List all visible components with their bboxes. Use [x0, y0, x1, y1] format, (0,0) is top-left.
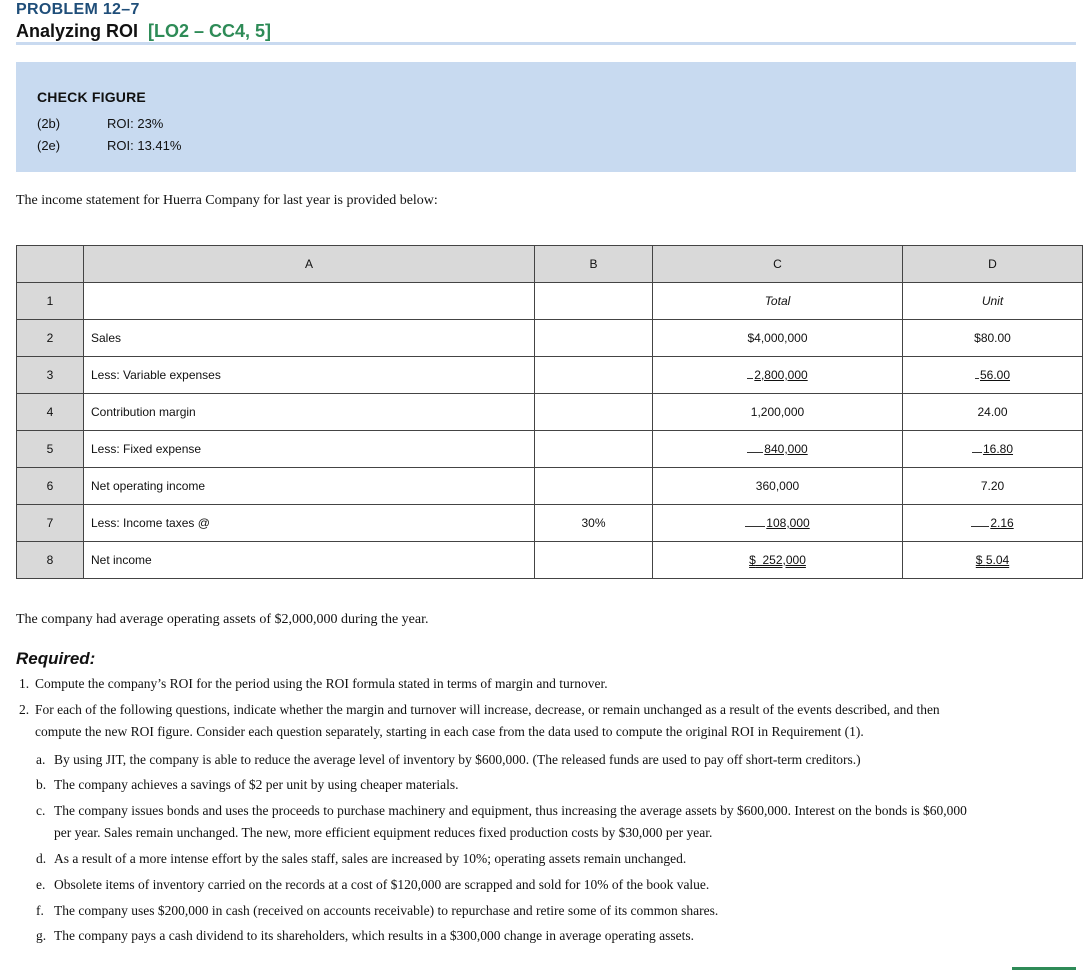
- table-row: [17, 320, 1083, 357]
- row-label: Less: Income taxes @: [84, 505, 535, 542]
- rate-cell: [535, 283, 653, 320]
- requirement-text-line2: compute the new ROI figure. Consider each question separately, starting in each case from the data used to compute the original ROI in Requirement (1).: [35, 724, 864, 739]
- row-label: Net operating income: [84, 468, 535, 505]
- check-figure-label: (2b): [37, 116, 61, 131]
- unit-value-text: 16.80: [982, 442, 1014, 456]
- page-header: [16, 0, 1076, 42]
- column-header-row: [17, 246, 1083, 283]
- requirement-text: Compute the company’s ROI for the period using the ROI formula stated in terms of margin and turnover.: [35, 676, 608, 691]
- row-label: Contribution margin: [84, 394, 535, 431]
- subitem-c: [36, 800, 967, 840]
- row-number: 8: [17, 542, 84, 579]
- title-text: Analyzing ROI: [16, 21, 139, 41]
- check-figure-value: ROI: 23%: [107, 116, 164, 131]
- total-value: [653, 431, 903, 468]
- check-figure-box: [16, 62, 1076, 172]
- subitem-text: The company achieves a savings of $2 per unit by using cheaper materials.: [54, 777, 459, 792]
- check-figure-row: [37, 116, 163, 131]
- total-value-text: 108,000: [766, 516, 810, 530]
- table-row: [17, 431, 1083, 468]
- check-figure-row: [37, 138, 181, 153]
- subitem-b: [36, 774, 459, 796]
- total-value: $4,000,000: [653, 320, 903, 357]
- subitem-text-line1: The company issues bonds and uses the proceeds to purchase machinery and equipment, thus increasing the average assets by $600,000. Interest on the bonds is $60,000: [54, 803, 967, 818]
- row-number: 3: [17, 357, 84, 394]
- row-number: 4: [17, 394, 84, 431]
- total-header: Total: [653, 283, 903, 320]
- subitem-letter: a.: [36, 752, 46, 767]
- subitem-letter: d.: [36, 851, 47, 866]
- requirement-number: 2.: [19, 702, 30, 717]
- row-label: Less: Fixed expense: [84, 431, 535, 468]
- title-divider: [16, 42, 1076, 45]
- corner-cell: [17, 246, 84, 283]
- row-number: 5: [17, 431, 84, 468]
- subitem-text: The company uses $200,000 in cash (received on accounts receivable) to repurchase and retire some of its common shares.: [54, 903, 719, 918]
- page-title: [16, 20, 1076, 42]
- unit-value: [903, 505, 1083, 542]
- total-value: [653, 357, 903, 394]
- table-row: [17, 394, 1083, 431]
- subitem-letter: e.: [36, 877, 46, 892]
- requirement-1: [19, 673, 608, 695]
- total-value-text: 252,000: [762, 553, 806, 567]
- unit-value: 24.00: [903, 394, 1083, 431]
- subitem-letter: c.: [36, 803, 46, 818]
- rate-cell: [535, 320, 653, 357]
- column-header-a: A: [84, 246, 535, 283]
- requirement-text-line1: For each of the following questions, indicate whether the margin and turnover will increase, decrease, or remain unchanged as a result of the events described, and then: [35, 702, 940, 717]
- total-value-text: 840,000: [764, 442, 808, 456]
- rate-cell: [535, 542, 653, 579]
- subitem-e: [36, 874, 710, 896]
- unit-value: [903, 357, 1083, 394]
- subitem-a: [36, 749, 861, 771]
- subitem-text: The company pays a cash dividend to its shareholders, which results in a $300,000 change in average operating assets.: [54, 928, 694, 943]
- subitem-f: [36, 900, 719, 922]
- requirement-number: 1.: [19, 676, 30, 691]
- intro-text: The income statement for Huerra Company for last year is provided below:: [16, 193, 438, 208]
- table-row: [17, 542, 1083, 579]
- table-row: [17, 468, 1083, 505]
- subitem-text: By using JIT, the company is able to reduce the average level of inventory by $600,000. (The released funds are used to pay off short-term creditors.): [54, 752, 861, 767]
- problem-label: PROBLEM 12–7: [16, 1, 140, 18]
- subitem-letter: g.: [36, 928, 47, 943]
- rate-cell: [535, 468, 653, 505]
- rate-cell: 30%: [535, 505, 653, 542]
- row-label: [84, 283, 535, 320]
- requirement-2: [19, 699, 1069, 739]
- column-header-b: B: [535, 246, 653, 283]
- check-figure-title: CHECK FIGURE: [37, 89, 146, 105]
- check-figure-label: (2e): [37, 138, 61, 153]
- unit-value: [903, 431, 1083, 468]
- subitem-letter: b.: [36, 777, 47, 792]
- row-label: Sales: [84, 320, 535, 357]
- column-header-d: D: [903, 246, 1083, 283]
- unit-value-text: 5.04: [985, 553, 1010, 567]
- subitem-text: As a result of a more intense effort by the sales staff, sales are increased by 10%; operating assets remain unchanged.: [54, 851, 687, 866]
- table-row: [17, 505, 1083, 542]
- learning-objective-code: [LO2 – CC4, 5]: [148, 21, 272, 41]
- currency-symbol: $: [975, 553, 983, 567]
- unit-value-text: 2.16: [990, 516, 1014, 530]
- rate-cell: [535, 357, 653, 394]
- unit-value: [903, 542, 1083, 579]
- column-header-c: C: [653, 246, 903, 283]
- subitem-text-line2: per year. Sales remain unchanged. The new, more efficient equipment reduces fixed production costs by $30,000 per year.: [54, 825, 713, 840]
- unit-value-text: 56.00: [979, 368, 1011, 382]
- row-number: 7: [17, 505, 84, 542]
- total-value: 1,200,000: [653, 394, 903, 431]
- assets-text: The company had average operating assets of $2,000,000 during the year.: [16, 612, 429, 627]
- unit-value: 7.20: [903, 468, 1083, 505]
- subitem-g: [36, 925, 694, 947]
- total-value-text: 2,800,000: [754, 368, 808, 382]
- row-number: 2: [17, 320, 84, 357]
- row-number: 6: [17, 468, 84, 505]
- rate-cell: [535, 394, 653, 431]
- currency-symbol: $: [749, 553, 756, 567]
- required-heading: Required:: [16, 649, 96, 668]
- total-value: 360,000: [653, 468, 903, 505]
- income-statement-table: [16, 245, 1083, 579]
- subitem-text: Obsolete items of inventory carried on the records at a cost of $120,000 are scrapped and sold for 10% of the book value.: [54, 877, 710, 892]
- table-row: [17, 283, 1083, 320]
- bottom-accent-bar: [1012, 967, 1076, 970]
- row-label: Net income: [84, 542, 535, 579]
- subitem-d: [36, 848, 687, 870]
- total-value: [653, 542, 903, 579]
- subitem-letter: f.: [36, 903, 44, 918]
- unit-value: $80.00: [903, 320, 1083, 357]
- unit-header: Unit: [903, 283, 1083, 320]
- row-label: Less: Variable expenses: [84, 357, 535, 394]
- rate-cell: [535, 431, 653, 468]
- check-figure-value: ROI: 13.41%: [107, 138, 182, 153]
- table-row: [17, 357, 1083, 394]
- total-value: [653, 505, 903, 542]
- row-number: 1: [17, 283, 84, 320]
